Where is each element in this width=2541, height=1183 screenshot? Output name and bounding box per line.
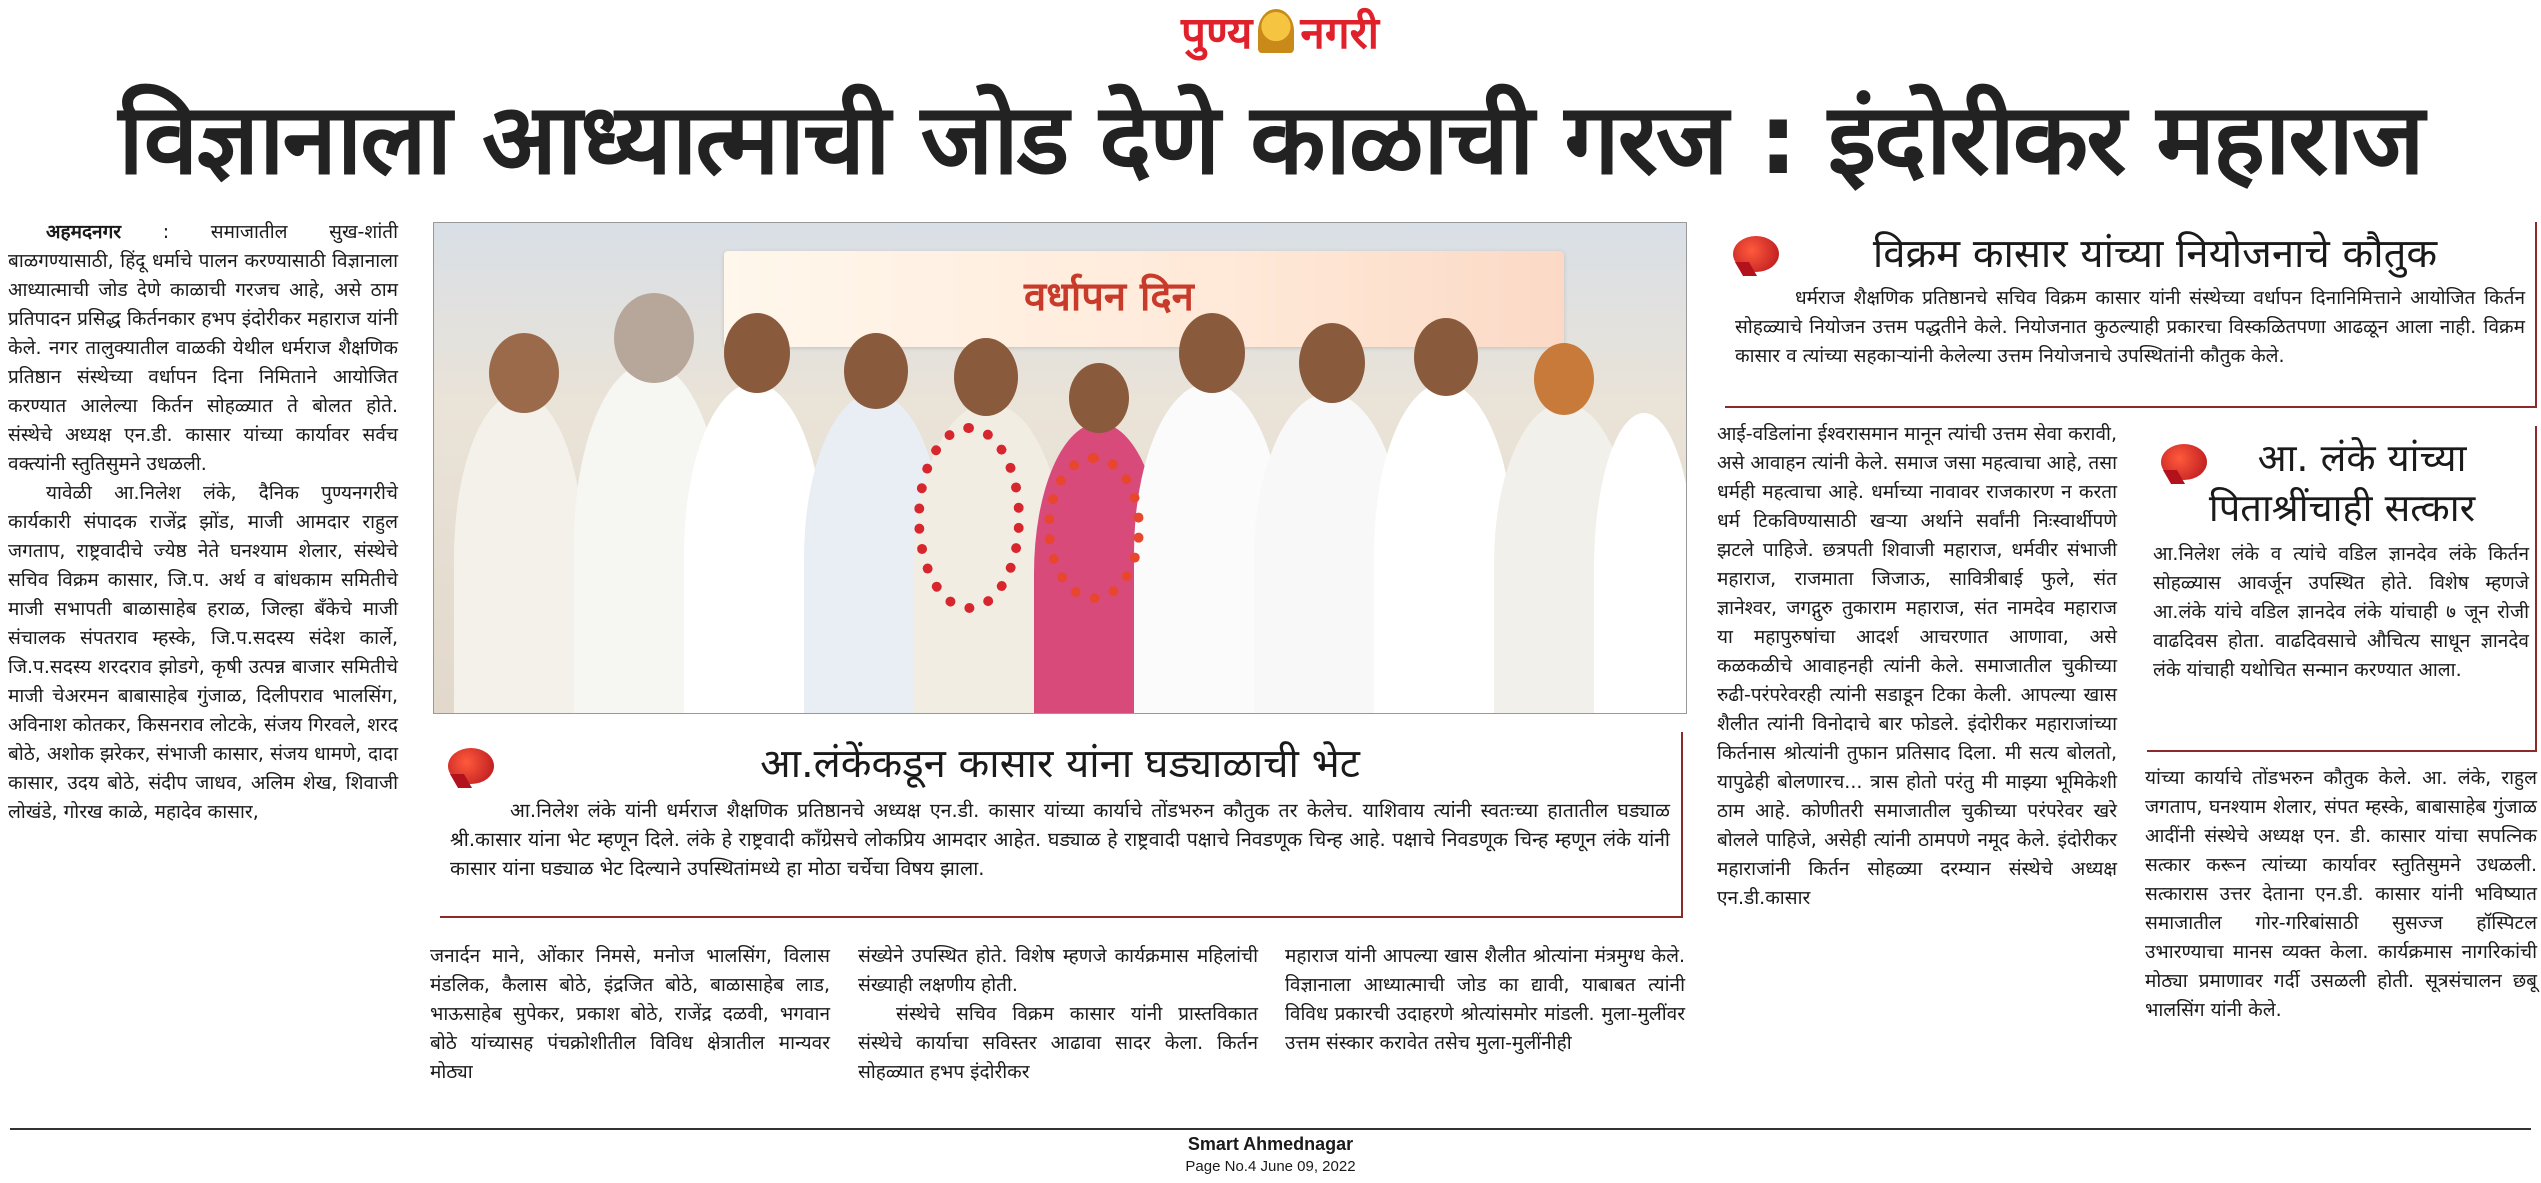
attendees-paragraph: यावेळी आ.निलेश लंके, दैनिक पुण्यनगरीचे कार्यकारी संपादक राजेंद्र झोंड, माजी आमदार राहुल जगताप, राष्ट्रवादीचे ज्येष्ठ नेते घनश्याम शेलार, संस्थेचे सचिव विक्रम कासार, जि.प. अर्थ व बांधकाम समितीचे माजी सभापती बाळासाहेब हराळ, जिल्हा बँकेचे माजी संचालक संपतराव म्हस्के, जि.प.सदस्य संदेश कार्ले, जि.प.सदस्य शरदराव झोडगे, कृषी उत्पन्न बाजार समितीचे माजी चेअरमन बाबासाहेब गुंजाळ, दिलीपराव भालसिंग, अविनाश कोतकर, किसनराव लोटके, संजय गिरवले, शरद बोठे, अशोक झरेकर, संभाजी कासार, संजय धामणे, दादा कासार, उदय बोठे, संदीप जाधव, अलिम शेख, शिवाजी लोखंडे, गोरख काळे, महादेव कासार,	[8, 482, 398, 823]
footer-divider	[10, 1128, 2531, 1130]
speech-bubble-icon	[1733, 236, 1779, 272]
masthead-logo	[1130, 0, 1430, 62]
lead-paragraph	[8, 218, 398, 479]
ganesha-logo-icon	[1258, 9, 1294, 53]
sidebox-vikram-kasar	[1725, 222, 2537, 408]
dateline: अहमदनगर	[46, 221, 122, 243]
sidebox-lanke-heading-1: आ. लंके यांच्या	[2257, 436, 2467, 480]
article-column-2: जनार्दन माने, ओंकार निमसे, मनोज भालसिंग, विलास मंडलिक, कैलास बोठे, इंद्रजित बोठे, बाळासाहेब लाड, भाऊसाहेब सुपेकर, प्रकाश बोठे, राजेंद्र दळवी, भगवान बोठे यांच्यासह पंचक्रोशीतील विविध क्षेत्रातील मान्यवर मोठ्या	[430, 945, 830, 1083]
footer-page-info: Page No.4 June 09, 2022	[1185, 1158, 1356, 1175]
sidebox-vikram-body: धर्मराज शैक्षणिक प्रतिष्ठानचे सचिव विक्रम कासार यांनी संस्थेच्या वर्धापन दिनानिमित्ताने आयोजित किर्तन सोहळ्याचे नियोजन उत्तम पद्धतीने केले. नियोजनात कुठल्याही प्रकारचा विस्कळितपणा आढळून आला नाही. विक्रम कासार व त्यांच्या सहकाऱ्यांनी केलेल्या उत्तम नियोजनाचे उपस्थितांनी कौतुक केले.	[1735, 287, 2525, 367]
column-3-para-1: संख्येने उपस्थित होते. विशेष म्हणजे कार्यक्रमास महिलांची संख्याही लक्षणीय होती.	[858, 945, 1258, 996]
sidebox-watch-heading: आ.लंकेंकडून कासार यांना घड्याळाची भेट	[760, 741, 1360, 787]
lead-text: : समाजातील सुख-शांती बाळगण्यासाठी, हिंदू धर्माचे पालन करण्यासाठी विज्ञानाला आध्यात्माची जोड देणे काळाची गरजच आहे, असे ठाम प्रतिपादन प्रसिद्ध किर्तनकार हभप इंदोरीकर महाराज यांनी केले. नगर तालुक्यातील वाळकी येथील धर्मराज शैक्षणिक प्रतिष्ठान संस्थेच्या वर्धापन दिना निमिताने आयोजित करण्यात आलेल्या किर्तन सोहळ्यात ते बोलत होते. संस्थेचे अध्यक्ष एन.डी. कासार यांच्या कार्यावर सर्वच वक्त्यांनी स्तुतिसुमने उधळली.	[8, 221, 398, 475]
article-column-3	[858, 942, 1258, 1092]
article-column-5: आई-वडिलांना ईश्वरासमान मानून त्यांची उत्तम सेवा करावी, असे आवाहन त्यांनी केले. समाज जसा महत्वाचा आहे, तसा धर्मही महत्वाचा आहे. धर्माच्या नावावर राजकारण न करता धर्म टिकविण्यासाठी खऱ्या अर्थाने सर्वांनी निःस्वार्थीपणे झटले पाहिजे. छत्रपती शिवाजी महाराज, धर्मवीर संभाजी महाराज, राजमाता जिजाऊ, सावित्रीबाई फुले, संत ज्ञानेश्वर, जगद्गुरु तुकाराम महाराज, संत नामदेव महाराज या महापुरुषांचा आदर्श आचरणात आणावा, असे कळकळीचे आवाहनही त्यांनी केले. समाजातील चुकीच्या रुढी-परंपरेवरही त्यांनी सडाडून टिका केली. आपल्या खास शैलीत त्यांनी विनोदाचे बार फोडले. इंदोरीकर महाराजांच्या किर्तनास श्रोत्यांनी तुफान प्रतिसाद दिला. मी सत्य बोलतो, यापुढेही बोलणारच... त्रास होतो परंतु मी माझ्या भूमिकेशी ठाम आहे. कोणीतरी समाजातील चुकीच्या परंपरेवर खरे बोलले पाहिजे, असेही त्यांनी ठामपणे नमूद केले. इंदोरीकर महाराजांनी किर्तन सोहळ्या दरम्यान संस्थेचे अध्यक्ष एन.डी.कासार	[1717, 423, 2117, 909]
article-column-6: यांच्या कार्याचे तोंडभरुन कौतुक केले. आ. लंके, राहुल जगताप, घनश्याम शेलार, संपत म्हस्के, बाबासाहेब गुंजाळ आदींनी संस्थेचे अध्यक्ष एन. डी. कासार यांचा सपत्निक सत्कार करून त्यांच्या कार्यावर स्तुतिसुमने उधळली. सत्कारास उत्तर देताना एन.डी. कासार यांनी भविष्यात समाजातील गोर-गरिबांसाठी सुसज्ज हॉस्पिटल उभारण्याचा मानस व्यक्त केला. कार्यक्रमास नागरिकांची मोठ्या प्रमाणावर गर्दी उसळली होती. सूत्रसंचालन छबू भालसिंग यांनी केले.	[2145, 767, 2537, 1021]
speech-bubble-icon	[448, 748, 494, 784]
masthead-left: पुण्य	[1180, 8, 1253, 59]
sidebox-lanke-heading-2: पिताश्रींचाही सत्कार	[2208, 486, 2476, 530]
sidebox-lanke-body: आ.निलेश लंके व त्यांचे वडिल ज्ञानदेव लंके किर्तन सोहळ्यास आवर्जून उपस्थित होते. विशेष म्हणजे आ.लंके यांचे वडिल ज्ञानदेव लंके यांचाही ७ जून रोजी वाढदिवस होता. वाढदिवसाचे औचित्य साधून ज्ञानदेव लंके यांचाही यथोचित सन्मान करण्यात आला.	[2153, 543, 2529, 681]
event-photo	[433, 222, 1687, 714]
headline: विज्ञानाला आध्यात्माची जोड देणे काळाची गरज : इंदोरीकर महाराज	[118, 83, 2423, 197]
sidebox-watch-gift	[440, 732, 1683, 918]
sidebox-watch-body: आ.निलेश लंके यांनी धर्मराज शैक्षणिक प्रतिष्ठानचे अध्यक्ष एन.डी. कासार यांच्या कार्याचे तोंडभरुन कौतुक तर केलेच. याशिवाय त्यांनी स्वतःच्या हातातील घड्याळ श्री.कासार यांना भेट म्हणून दिले. लंके हे राष्ट्रवादी कॉंग्रेसचे लोकप्रिय आमदार आहेत. घड्याळ हे राष्ट्रवादी पक्षाचे निवडणूक चिन्ह आहे. पक्षाचे निवडणूक चिन्ह म्हणून लंके यांनी कासार यांना घड्याळ भेट दिल्याने उपस्थितांमध्ये हा मोठा चर्चेचा विषय झाला.	[450, 799, 1670, 880]
article-column-1	[8, 218, 398, 938]
footer-edition: Smart Ahmednagar	[1187, 1134, 1354, 1154]
sidebox-vikram-heading: विक्रम कासार यांच्या नियोजनाचे कौतुक	[1872, 231, 2438, 277]
photo-banner-text: वर्धापन दिन	[1024, 274, 1194, 320]
article-column-4: महाराज यांनी आपल्या खास शैलीत श्रोत्यांना मंत्रमुग्ध केले. विज्ञानाला आध्यात्माची जोड का द्यावी, याबाबत त्यांनी विविध प्रकारची उदाहरणे श्रोत्यांसमोर मांडली. मुला-मुलींवर उत्तम संस्कार करावेत तसेच मुला-मुलींनीही	[1285, 945, 1685, 1054]
masthead-right: नगरी	[1300, 8, 1379, 59]
sidebox-lanke-father	[2147, 426, 2537, 752]
column-3-para-2: संस्थेचे सचिव विक्रम कासार यांनी प्रास्तविकात संस्थेचे कार्याचा सविस्तर आढावा सादर केला. किर्तन सोहळ्यात हभप इंदोरीकर	[858, 1003, 1258, 1083]
